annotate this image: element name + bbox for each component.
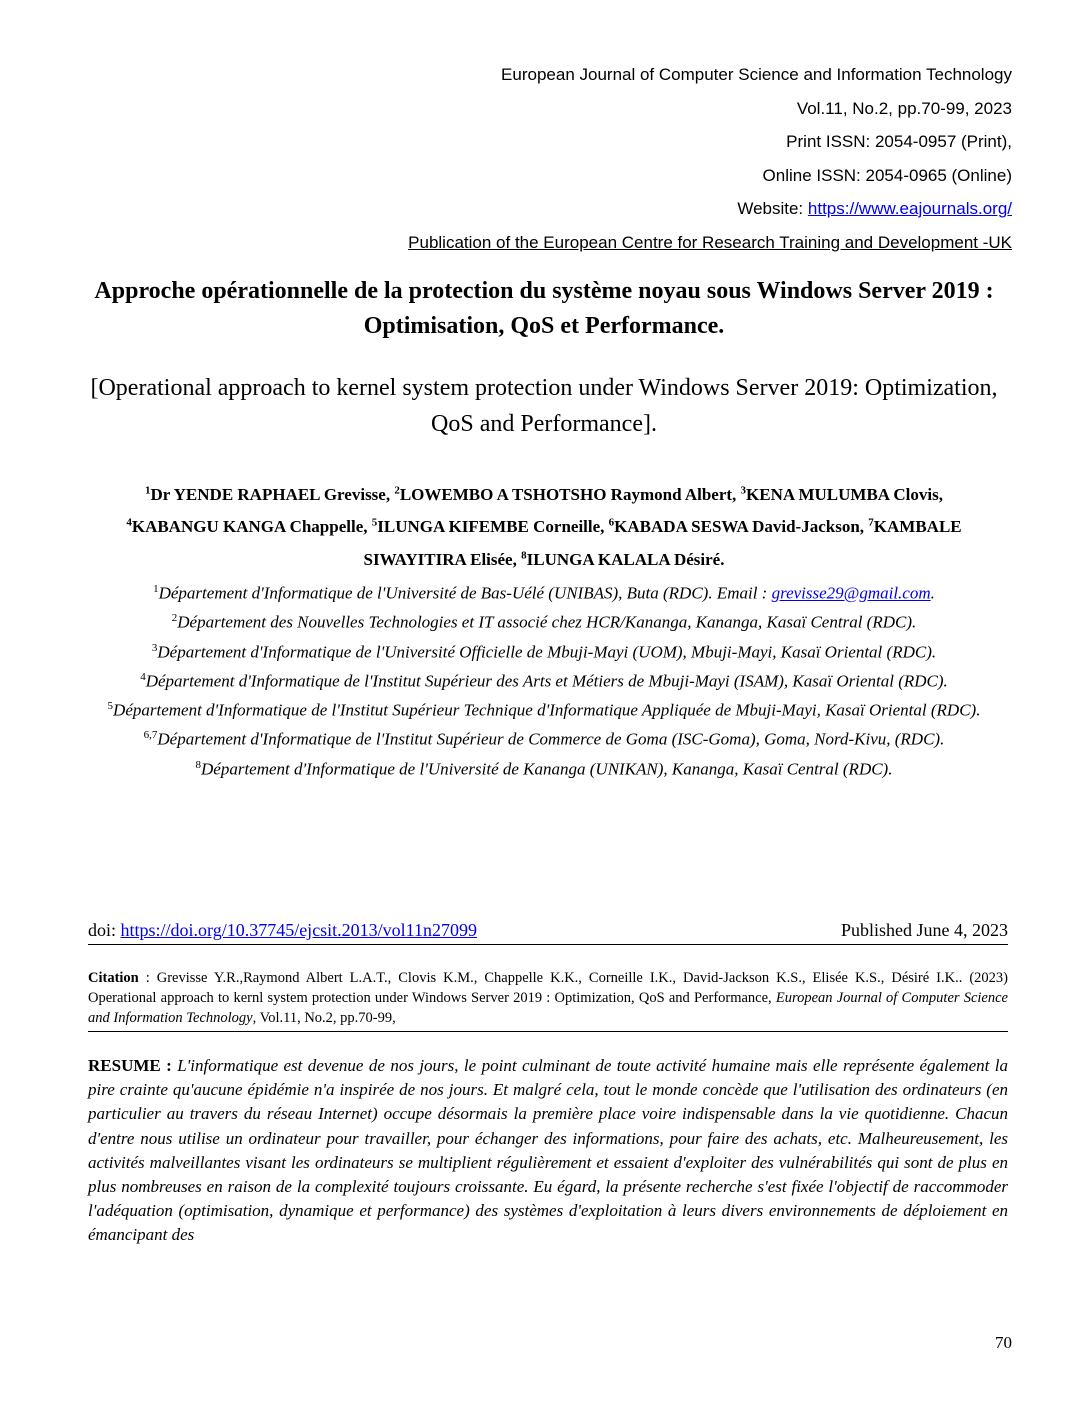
author: $^6$KABADA SESWA David-Jackson, xyxy=(608,516,869,537)
citation-journal: European Journal of Computer Science and Information Technology xyxy=(88,990,1008,1026)
author: $^5$ILUNGA KIFEMBE Corneille, xyxy=(371,516,609,537)
affiliation: $^3$Département d'Informatique de l'Université Officielle de Mbuji-Mayi (UOM), Mbuji-Mayi, Kasaï Oriental (RDC). xyxy=(151,641,937,662)
author: $^7$KAMBALE SIWAYITIRA Elisée, xyxy=(363,516,962,569)
affiliation: $^8$Département d'Informatique de l'Université de Kananga (UNIKAN), Kananga, Kasaï Central (RDC). xyxy=(195,758,893,779)
website-label: Website: xyxy=(737,199,808,218)
affiliation: $^1$Département d'Informatique de l'Université de Bas-Uélé (UNIBAS), Buta (RDC). Email : grevisse29@gmail.com. xyxy=(153,583,935,603)
author: $^3$KENA MULUMBA Clovis, xyxy=(740,484,943,504)
title-french: Approche opérationnelle de la protection du système noyau sous Windows Server 2019 : Optimisation, QoS et Performance. xyxy=(94,278,994,339)
author: $^8$ILUNGA KALALA Désiré. xyxy=(521,549,725,569)
website-link[interactable]: https://www.eajournals.org/ xyxy=(807,199,1012,218)
abstract-block xyxy=(88,1054,1008,1248)
journal-volume: Vol.11, No.2, pp.70-99, 2023 xyxy=(796,98,1012,118)
doi-link[interactable]: https://doi.org/10.37745/ejcsit.2013/vol11n27099 xyxy=(120,920,478,940)
affiliation: $^2$Département des Nouvelles Technologies et IT associé chez HCR/Kananga, Kananga, Kasaï Central (RDC). xyxy=(171,612,917,632)
page-number: 70 xyxy=(995,1333,1012,1352)
authors-list xyxy=(110,476,978,574)
journal-header xyxy=(408,58,1012,259)
affiliation: $^5$Département d'Informatique de l'Institut Supérieur Technique d'Informatique Appliquée de Mbuji-Mayi, Kasaï Oriental (RDC). xyxy=(107,700,981,720)
author: $^2$LOWEMBO A TSHOTSHO Raymond Albert, xyxy=(394,484,741,504)
affiliation: $^4$Département d'Informatique de l'Institut Supérieur des Arts et Métiers de Mbuji-Mayi (ISAM), Kasaï Oriental (RDC). xyxy=(140,670,948,691)
affiliation: $^{6,7}$Département d'Informatique de l'Institut Supérieur de Commerce de Goma (ISC-Goma), Goma, Nord-Kivu, (RDC). xyxy=(143,729,945,749)
website-row xyxy=(408,192,1012,226)
abstract-label: RESUME : xyxy=(88,1056,172,1075)
citation-block: Citation : Grevisse Y.R.,Raymond Albert L.A.T., Clovis K.M., Chappelle K.K., Corneille I.K., David-Jackson K.S., Elisée K.S., Désiré I.K.. (2023) Operational approach to kernl system protection under Windows Server 2019 : Optimization, QoS and Performance, European Journal of Computer Science and Information Technology, Vol.11, No.2, pp.70-99, xyxy=(88,968,1008,1032)
print-issn: Print ISSN: 2054-0957 (Print), xyxy=(786,132,1012,151)
published-date: Published June 4, 2023 xyxy=(840,920,1008,940)
doi-line xyxy=(88,918,1008,945)
doi: doi: https://doi.org/10.37745/ejcsit.2013/vol11n27099 xyxy=(88,920,478,940)
author: $^1$Dr YENDE RAPHAEL Grevisse, xyxy=(145,484,395,504)
author-email-link[interactable]: grevisse29@gmail.com xyxy=(771,583,931,603)
journal-name: European Journal of Computer Science and Information Technology xyxy=(501,65,1012,84)
affiliations-list xyxy=(90,577,998,782)
title-english: [Operational approach to kernel system protection under Windows Server 2019: Optimization, QoS and Performance]. xyxy=(90,375,998,437)
publisher-line: Publication of the European Centre for Research Training and Development -UK xyxy=(408,232,1012,252)
citation-label: Citation xyxy=(88,970,139,986)
author: $^4$KABANGU KANGA Chappelle, xyxy=(126,516,372,537)
online-issn: Online ISSN: 2054-0965 (Online) xyxy=(762,165,1012,185)
abstract-text: L'informatique est devenue de nos jours, le point culminant de toute activité humaine mais elle représente également la pire crainte qu'aucune épidémie n'a inspirée de nos jours. Et malgré cela, tout le monde concède que l'utilisation des ordinateurs (en particulier au travers du réseau Internet) occupe désormais la première place voire indispensable dans la vie quotidienne. Chacun d'entre nous utilise un ordinateur pour travailler, pour échanger des informations, pour faire des achats, etc. Malheureusement, les activités malveillantes visant les ordinateurs se multiplient régulièrement et essaient d'exploiter des vulnérabilités qui sont de plus en plus nombreuses en raison de la complexité toujours croissante. Eu égard, la présente recherche s'est fixée l'objectif de raccommoder l'adéquation (optimisation, dynamique et performance) des systèmes d'exploitation à leurs divers environnements de déploiement en émancipant des xyxy=(88,1056,1008,1245)
